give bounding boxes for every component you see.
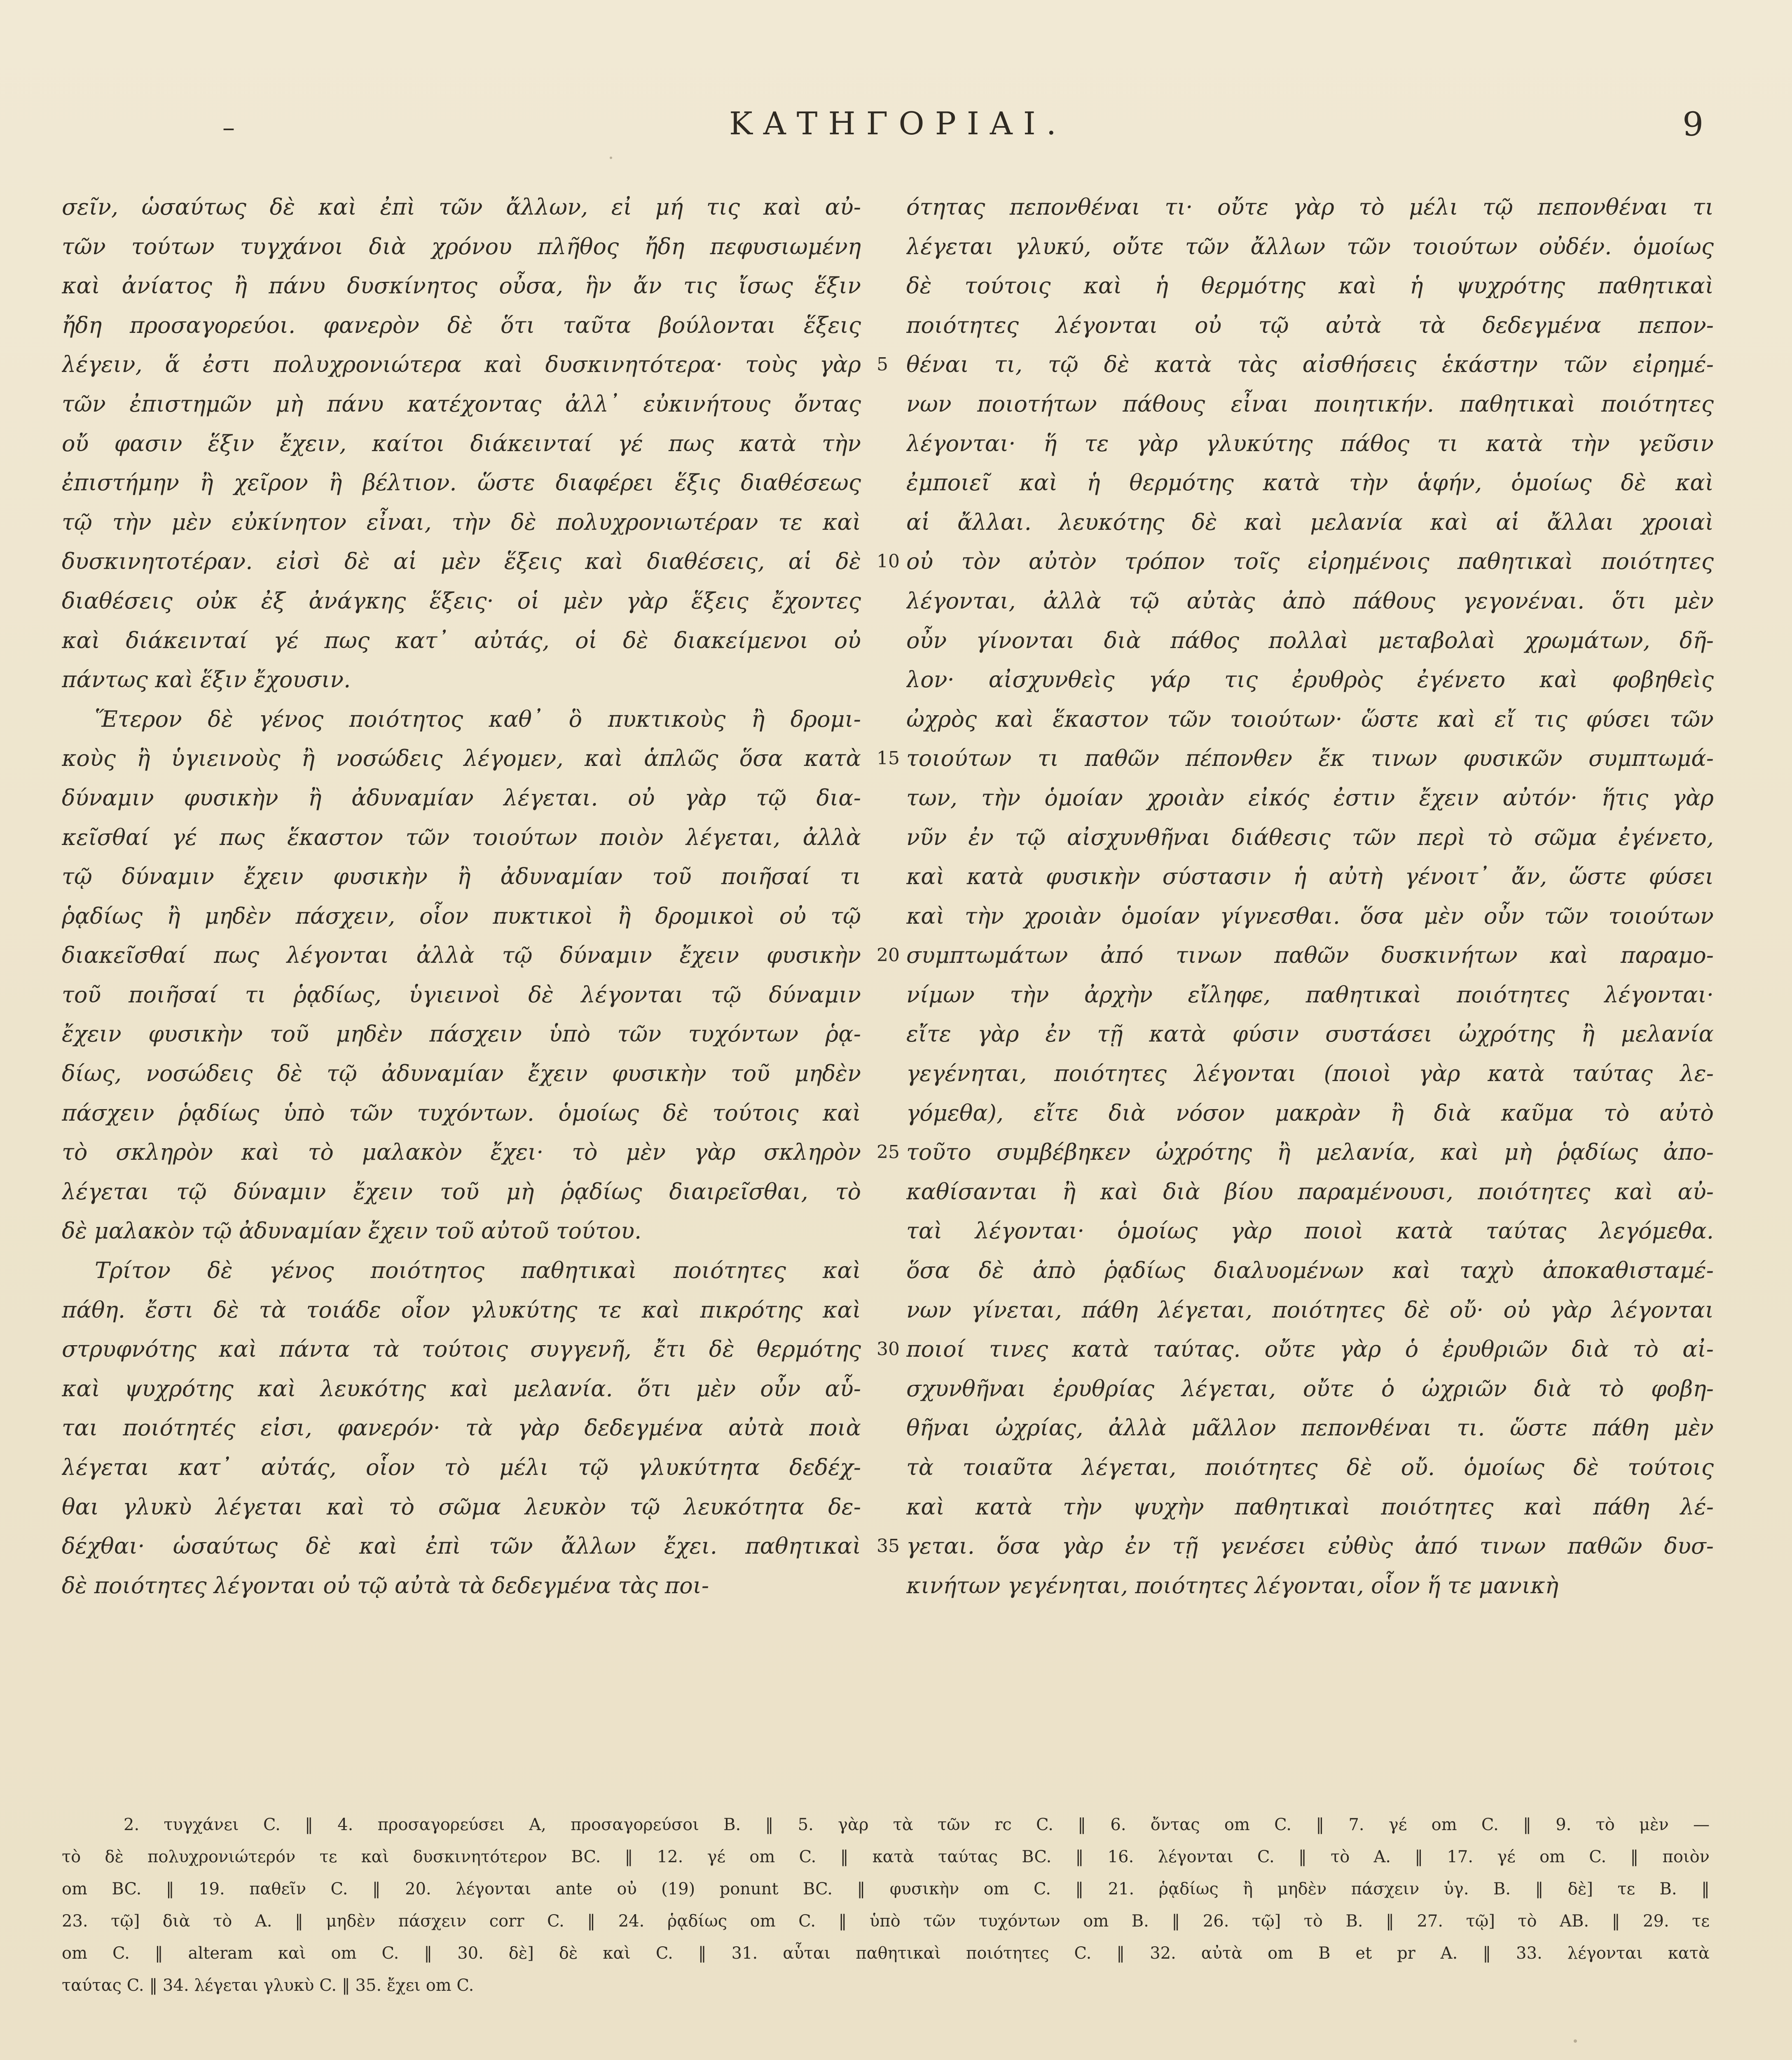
apparatus-line: ταύτας C. ‖ 34. λέγεται γλυκὺ C. ‖ 35. ἔχει om C. <box>62 1976 474 1995</box>
line-number: 35 <box>877 1536 900 1557</box>
apparatus-line: om C. ‖ alteram καὶ om C. ‖ 30. δὲ] δὲ καὶ C. ‖ 31. αὗται παθητικαὶ ποιότητες C. ‖ 32. αὐτὰ om B et pr A. ‖ 33. λέγονται κατὰ <box>62 1944 1710 1963</box>
text-line: ποιότητες λέγονται οὐ τῷ αὐτὰ τὰ δεδεγμένα πεπον- <box>906 312 1714 338</box>
paper-speck <box>1574 2039 1577 2043</box>
apparatus-line: 23. τῷ] διὰ τὸ A. ‖ μηδὲν πάσχειν corr C. ‖ 24. ῥᾳδίως om C. ‖ ὑπὸ τῶν τυχόντων om B. ‖ 26. τῷ] τὸ B. ‖ 27. τῷ] τὸ AB. ‖ 29. τε <box>62 1912 1710 1931</box>
text-line: κοὺς ἢ ὑγιεινοὺς ἢ νοσώδεις λέγομεν, καὶ ἁπλῶς ὅσα κατὰ <box>62 745 861 772</box>
page-header <box>0 105 1792 150</box>
text-line: Ἕτερον δὲ γένος ποιότητος καθ᾽ ὃ πυκτικοὺς ἢ δρομι- <box>95 706 861 732</box>
text-line: εἴτε γὰρ ἐν τῇ κατὰ φύσιν συστάσει ὠχρότης ἢ μελανία <box>906 1021 1714 1047</box>
apparatus-line: τὸ δὲ πολυχρονιώτερόν τε καὶ δυσκινητότερον BC. ‖ 12. γέ om C. ‖ κατὰ ταύτας BC. ‖ 16. λέγονται C. ‖ τὸ A. ‖ 17. γέ om C. ‖ ποιὸν <box>62 1847 1710 1866</box>
text-line: οὔ φασιν ἕξιν ἔχειν, καίτοι διάκεινταί γέ πως κατὰ τὴν <box>62 430 861 456</box>
text-line: οὐ τὸν αὐτὸν τρόπον τοῖς εἰρημένοις παθητικαὶ ποιότητες <box>906 548 1714 575</box>
text-line: γεται. ὅσα γὰρ ἐν τῇ γενέσει εὐθὺς ἀπό τινων παθῶν δυσ- <box>906 1533 1714 1559</box>
text-line: ῥᾳδίως ἢ μηδὲν πάσχειν, οἷον πυκτικοὶ ἢ δρομικοὶ οὐ τῷ <box>62 903 861 929</box>
line-number: 10 <box>877 551 900 572</box>
text-line: ται ποιότητές εἰσι, φανερόν· τὰ γὰρ δεδεγμένα αὐτὰ ποιὰ <box>62 1415 861 1441</box>
text-line: καὶ κατὰ φυσικὴν σύστασιν ἡ αὐτὴ γένοιτ᾽ ἄν, ὥστε φύσει <box>906 864 1714 890</box>
text-line: οὖν γίνονται διὰ πάθος πολλαὶ μεταβολαὶ χρωμάτων, δῆ- <box>906 627 1714 653</box>
line-number: 30 <box>877 1339 900 1360</box>
text-line: ἐπιστήμην ἢ χεῖρον ἢ βέλτιον. ὥστε διαφέρει ἕξις διαθέσεως <box>62 470 861 496</box>
apparatus-line: 2. τυγχάνει C. ‖ 4. προσαγορεύσει A, προσαγορεύσοι B. ‖ 5. γὰρ τὰ τῶν rc C. ‖ 6. ὄντας om C. ‖ 7. γέ om C. ‖ 9. τὸ μὲν — <box>124 1815 1710 1834</box>
text-line: σεῖν, ὡσαύτως δὲ καὶ ἐπὶ τῶν ἄλλων, εἰ μή τις καὶ αὐ- <box>62 194 861 220</box>
text-line: τὸ σκληρὸν καὶ τὸ μαλακὸν ἔχει· τὸ μὲν γὰρ σκληρὸν <box>62 1139 861 1166</box>
text-line: δίως, νοσώδεις δὲ τῷ ἀδυναμίαν ἔχειν φυσικὴν τοῦ μηδὲν <box>62 1060 861 1087</box>
text-line: δὲ μαλακὸν τῷ ἀδυναμίαν ἔχειν τοῦ αὐτοῦ τούτου. <box>62 1218 642 1244</box>
text-line: λέγεται γλυκύ, οὔτε τῶν ἄλλων τῶν τοιούτων οὐδέν. ὁμοίως <box>906 233 1714 260</box>
text-line: σχυνθῆναι ἐρυθρίας λέγεται, οὔτε ὁ ὠχριῶν διὰ τὸ φοβη- <box>906 1375 1714 1402</box>
apparatus-line: om BC. ‖ 19. παθεῖν C. ‖ 20. λέγονται ante οὐ (19) ponunt BC. ‖ φυσικὴν om C. ‖ 21. ῥᾳδίως ἢ μηδὲν πάσχειν ὑγ. B. ‖ δὲ] τε B. ‖ <box>62 1880 1710 1898</box>
text-line: νῦν ἐν τῷ αἰσχυνθῆναι διάθεσις τῶν περὶ τὸ σῶμα ἐγένετο, <box>906 824 1714 850</box>
text-line: ὠχρὸς καὶ ἕκαστον τῶν τοιούτων· ὥστε καὶ εἴ τις φύσει τῶν <box>906 706 1714 732</box>
text-line: λέγεται κατ᾽ αὐτάς, οἷον τὸ μέλι τῷ γλυκύτητα δεδέχ- <box>62 1454 861 1480</box>
text-line: γόμεθα), εἴτε διὰ νόσον μακρὰν ἢ διὰ καῦμα τὸ αὐτὸ <box>906 1100 1714 1126</box>
page-number: 9 <box>1682 105 1703 143</box>
text-line: δυσκινητοτέραν. εἰσὶ δὲ αἱ μὲν ἕξεις καὶ διαθέσεις, αἱ δὲ <box>62 548 861 575</box>
text-line: διακεῖσθαί πως λέγονται ἀλλὰ τῷ δύναμιν ἔχειν φυσικὴν <box>62 942 861 969</box>
text-line: Τρίτον δὲ γένος ποιότητος παθητικαὶ ποιότητες καὶ <box>95 1257 861 1284</box>
left-text-column <box>62 187 861 1605</box>
line-number: 20 <box>877 945 900 966</box>
text-line: κινήτων γεγένηται, ποιότητες λέγονται, οἷον ἥ τε μανικὴ <box>906 1572 1559 1599</box>
text-line: νων γίνεται, πάθη λέγεται, ποιότητες δὲ οὔ· οὐ γὰρ λέγονται <box>906 1297 1714 1323</box>
text-line: καὶ διάκεινταί γέ πως κατ᾽ αὐτάς, οἱ δὲ διακείμενοι οὐ <box>62 627 861 653</box>
text-line: καὶ ἀνίατος ἢ πάνυ δυσκίνητος οὖσα, ἣν ἄν τις ἴσως ἕξιν <box>62 273 861 299</box>
text-line: ταὶ λέγονται· ὁμοίως γὰρ ποιοὶ κατὰ ταύτας λεγόμεθα. <box>906 1218 1714 1244</box>
line-number: 25 <box>877 1142 900 1163</box>
text-line: θέναι τι, τῷ δὲ κατὰ τὰς αἰσθήσεις ἑκάστην τῶν εἰρημέ- <box>906 351 1714 378</box>
text-line: τῶν ἐπιστημῶν μὴ πάνυ κατέχοντας ἀλλ᾽ εὐκινήτους ὄντας <box>62 391 861 417</box>
text-line: δύναμιν φυσικὴν ἢ ἀδυναμίαν λέγεται. οὐ γὰρ τῷ δια- <box>62 784 861 811</box>
text-line: θῆναι ὠχρίας, ἀλλὰ μᾶλλον πεπονθέναι τι. ὥστε πάθη μὲν <box>906 1415 1714 1441</box>
text-line: ἐμποιεῖ καὶ ἡ θερμότης κατὰ τὴν ἁφήν, ὁμοίως δὲ καὶ <box>906 470 1714 496</box>
text-line: λέγεται τῷ δύναμιν ἔχειν τοῦ μὴ ῥᾳδίως διαιρεῖσθαι, τὸ <box>62 1178 861 1205</box>
text-line: καθίσανται ἢ καὶ διὰ βίου παραμένουσι, ποιότητες καὶ αὐ- <box>906 1178 1714 1205</box>
apparatus-left-column <box>62 1809 1710 2001</box>
text-line: στρυφνότης καὶ πάντα τὰ τούτοις συγγενῆ, ἔτι δὲ θερμότης <box>62 1336 861 1362</box>
text-line: τῷ τὴν μὲν εὐκίνητον εἶναι, τὴν δὲ πολυχρονιωτέραν τε καὶ <box>62 509 861 535</box>
text-line: ποιοί τινες κατὰ ταύτας. οὔτε γὰρ ὁ ἐρυθριῶν διὰ τὸ αἰ- <box>906 1336 1714 1362</box>
text-line: τῶν τούτων τυγχάνοι διὰ χρόνου πλῆθος ἤδη πεφυσιωμένη <box>62 233 861 260</box>
text-line: νίμων τὴν ἀρχὴν εἴληφε, παθητικαὶ ποιότητες λέγονται· <box>906 981 1714 1008</box>
text-line: γεγένηται, ποιότητες λέγονται (ποιοὶ γὰρ κατὰ ταύτας λε- <box>906 1060 1714 1087</box>
text-line: καὶ κατὰ τὴν ψυχὴν παθητικαὶ ποιότητες καὶ πάθη λέ- <box>906 1494 1714 1520</box>
text-line: ἔχειν φυσικὴν τοῦ μηδὲν πάσχειν ὑπὸ τῶν τυχόντων ῥᾳ- <box>62 1021 861 1047</box>
text-line: πάσχειν ῥᾳδίως ὑπὸ τῶν τυχόντων. ὁμοίως δὲ τούτοις καὶ <box>62 1100 861 1126</box>
line-number: 15 <box>877 748 900 769</box>
right-text-column <box>906 187 1714 1605</box>
text-line: τῷ δύναμιν ἔχειν φυσικὴν ἢ ἀδυναμίαν τοῦ ποιῆσαί τι <box>62 864 861 890</box>
text-line: ὅσα δὲ ἀπὸ ῥᾳδίως διαλυομένων καὶ ταχὺ ἀποκαθισταμέ- <box>906 1257 1714 1284</box>
text-line: θαι γλυκὺ λέγεται καὶ τὸ σῶμα λευκὸν τῷ λευκότητα δε- <box>62 1494 861 1520</box>
text-line: τοιούτων τι παθῶν πέπονθεν ἔκ τινων φυσικῶν συμπτωμά- <box>906 745 1714 772</box>
text-line: τὰ τοιαῦτα λέγεται, ποιότητες δὲ οὔ. ὁμοίως δὲ τούτοις <box>906 1454 1714 1480</box>
running-title: ΚΑΤΗΓΟΡΙΑΙ. <box>729 105 1067 142</box>
text-line: λέγονται, ἀλλὰ τῷ αὐτὰς ἀπὸ πάθους γεγονέναι. ὅτι μὲν <box>906 588 1714 614</box>
text-line: αἱ ἄλλαι. λευκότης δὲ καὶ μελανία καὶ αἱ ἄλλαι χροιαὶ <box>906 509 1714 535</box>
text-line: ότητας πεπονθέναι τι· οὔτε γὰρ τὸ μέλι τῷ πεπονθέναι τι <box>906 194 1714 220</box>
text-line: τοῦτο συμβέβηκεν ὠχρότης ἢ μελανία, καὶ μὴ ῥᾳδίως ἀπο- <box>906 1139 1714 1166</box>
text-line: καὶ ψυχρότης καὶ λευκότης καὶ μελανία. ὅτι μὲν οὖν αὗ- <box>62 1375 861 1402</box>
header-dash: – <box>222 113 235 142</box>
text-line: δὲ ποιότητες λέγονται οὐ τῷ αὐτὰ τὰ δεδεγμένα τὰς ποι- <box>62 1572 709 1599</box>
text-line: πάντως καὶ ἕξιν ἔχουσιν. <box>62 667 351 693</box>
text-line: λέγονται· ἥ τε γὰρ γλυκύτης πάθος τι κατὰ τὴν γεῦσιν <box>906 430 1714 456</box>
text-line: λον· αἰσχυνθεὶς γάρ τις ἐρυθρὸς ἐγένετο καὶ φοβηθεὶς <box>906 667 1714 693</box>
text-line: τοῦ ποιῆσαί τι ῥᾳδίως, ὑγιεινοὶ δὲ λέγονται τῷ δύναμιν <box>62 981 861 1008</box>
text-line: πάθη. ἔστι δὲ τὰ τοιάδε οἷον γλυκύτης τε καὶ πικρότης καὶ <box>62 1297 861 1323</box>
text-line: διαθέσεις οὐκ ἐξ ἀνάγκης ἕξεις· οἱ μὲν γὰρ ἕξεις ἔχοντες <box>62 588 861 614</box>
text-line: συμπτωμάτων ἀπό τινων παθῶν δυσκινήτων καὶ παραμο- <box>906 942 1714 969</box>
text-line: λέγειν, ἅ ἐστι πολυχρονιώτερα καὶ δυσκινητότερα· τοὺς γὰρ <box>62 351 861 378</box>
text-line: των, τὴν ὁμοίαν χροιὰν εἰκός ἐστιν ἔχειν αὐτόν· ἥτις γὰρ <box>906 784 1714 811</box>
text-line: δὲ τούτοις καὶ ἡ θερμότης καὶ ἡ ψυχρότης παθητικαὶ <box>906 273 1714 299</box>
text-line: νων ποιοτήτων πάθους εἶναι ποιητικήν. παθητικαὶ ποιότητες <box>906 391 1714 417</box>
text-line: κεῖσθαί γέ πως ἕκαστον τῶν τοιούτων ποιὸν λέγεται, ἀλλὰ <box>62 824 861 850</box>
text-line: καὶ τὴν χροιὰν ὁμοίαν γίγνεσθαι. ὅσα μὲν οὖν τῶν τοιούτων <box>906 903 1714 929</box>
paper-speck <box>610 157 612 159</box>
line-number: 5 <box>877 354 888 375</box>
text-line: δέχθαι· ὡσαύτως δὲ καὶ ἐπὶ τῶν ἄλλων ἔχει. παθητικαὶ <box>62 1533 861 1559</box>
text-line: ἤδη προσαγορεύοι. φανερὸν δὲ ὅτι ταῦτα βούλονται ἕξεις <box>62 312 861 338</box>
